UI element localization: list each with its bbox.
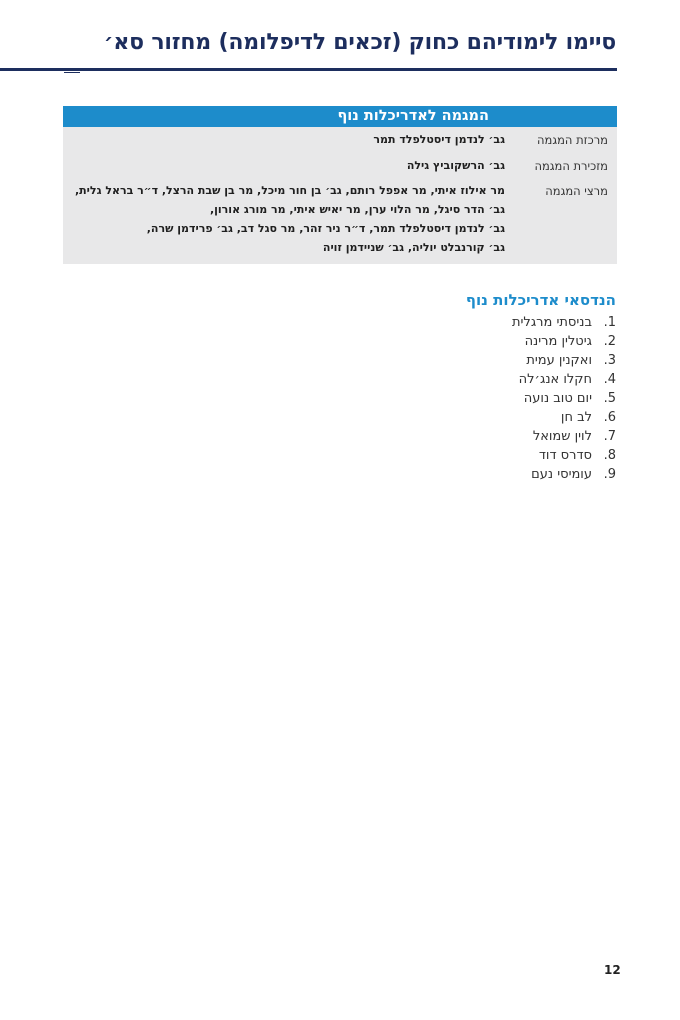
staff-line: גב׳ לנדמן דיסטלפלד תמר <box>373 133 505 146</box>
list-item-name: סדרס דוד <box>538 448 592 463</box>
list-item-number: 9. <box>603 467 616 482</box>
row-value-secretary <box>67 156 505 175</box>
row-label-secretary: מזכירת המגמה <box>534 159 608 173</box>
list-item-number: 7. <box>603 429 616 444</box>
row-label-lecturers: מרצי המגמה <box>545 184 608 198</box>
list-item-name: עומיסי נעם <box>531 467 592 482</box>
staff-line: מר אילוז איתי, מר אפפל רותם, גב׳ בן חור מיכל, מר בן שבת הרצל, ד״ר בראל גלית, <box>74 184 505 197</box>
page-number: 12 <box>604 963 621 977</box>
list-item <box>512 465 616 484</box>
list-item <box>512 427 616 446</box>
list-item-name: ואקנין עמית <box>526 353 592 368</box>
list-item-number: 8. <box>603 448 616 463</box>
row-value-coordinator <box>67 130 505 149</box>
list-item <box>512 351 616 370</box>
list-item-name: חקלו אנג׳לה <box>518 372 592 387</box>
list-item-name: גיטלין מרינה <box>524 334 592 349</box>
staff-line: גב׳ הרשקוביץ גילה <box>406 159 505 172</box>
list-item-number: 4. <box>603 372 616 387</box>
title-divider <box>0 68 617 71</box>
staff-line: גב׳ לנדמן דיסטלפלד תמר, ד״ר ניר זהר, מר סגל דב, גב׳ פרידמן שרה, <box>146 222 505 235</box>
list-item-name: לב חן <box>560 410 592 425</box>
title-divider-accent <box>64 72 80 73</box>
staff-line: גב׳ הדר סיגל, מר הלוי ערן, מר יאיש איתי, מר מורג אורון, <box>209 203 505 216</box>
list-item-name: לוין שמואל <box>532 429 592 444</box>
engineer-list <box>512 313 616 484</box>
list-item-number: 1. <box>603 315 616 330</box>
list-item-name: בניסתי מרגלית <box>511 315 592 330</box>
list-item <box>512 408 616 427</box>
list-item <box>512 332 616 351</box>
staff-line: גב׳ קורנבלט יוליה, גב׳ שניידמן זויה <box>322 241 505 254</box>
list-item-number: 3. <box>603 353 616 368</box>
section-title-engineers: הנדסאי אדריכלות נוף <box>465 291 616 309</box>
list-item <box>512 313 616 332</box>
row-value-lecturers <box>67 181 505 257</box>
list-item-name: יום טוב נועה <box>523 391 592 406</box>
list-item-number: 2. <box>603 334 616 349</box>
list-item-number: 5. <box>603 391 616 406</box>
row-label-coordinator: מרכזת המגמה <box>537 133 608 147</box>
staff-panel <box>63 106 617 264</box>
list-item <box>512 446 616 465</box>
list-item <box>512 370 616 389</box>
panel-header: המגמה לאדריכלות נוף <box>63 106 617 127</box>
list-item-number: 6. <box>603 410 616 425</box>
page-title: סיימו לימודיהם כחוק (זכאים לדיפלומה) מחזור סא׳ <box>103 30 616 55</box>
list-item <box>512 389 616 408</box>
